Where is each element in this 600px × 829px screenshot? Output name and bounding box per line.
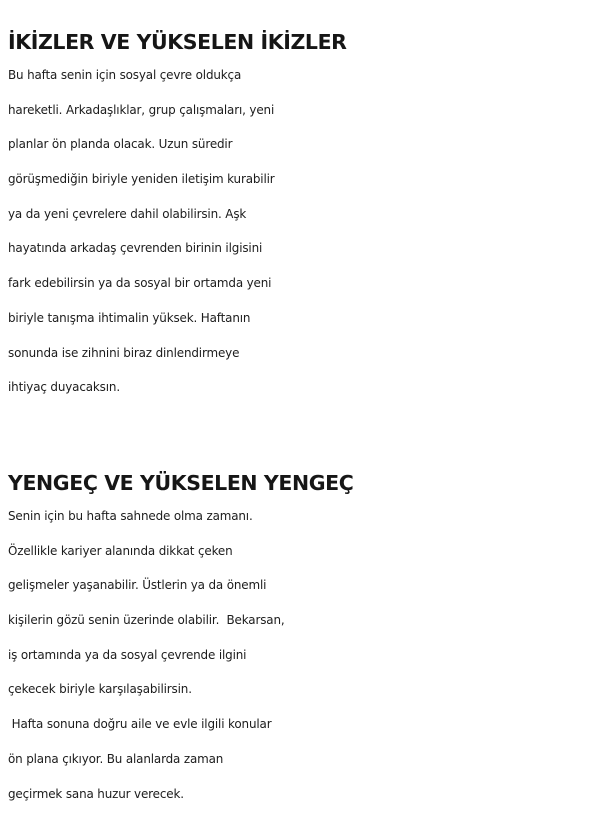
- gemini-heading: İKİZLER VE YÜKSELEN İKİZLER: [8, 30, 347, 54]
- paragraph-line: planlar ön planda olacak. Uzun süredir: [8, 137, 233, 152]
- paragraph-line: görüşmediğin biriyle yeniden iletişim kurabilir: [8, 172, 275, 187]
- paragraph-line: geçirmek sana huzur verecek.: [8, 786, 184, 801]
- paragraph-line: ön plana çıkıyor. Bu alanlarda zaman: [8, 751, 224, 766]
- paragraph-line: ya da yeni çevrelere dahil olabilirsin. Aşk: [8, 206, 247, 221]
- paragraph-line: hareketli. Arkadaşlıklar, grup çalışmaları, yeni: [8, 102, 275, 117]
- cancer-paragraph: [8, 499, 600, 811]
- paragraph-line: Senin için bu hafta sahnede olma zamanı.: [8, 509, 253, 523]
- paragraph-line: Özellikle kariyer alanında dikkat çeken: [8, 543, 233, 558]
- paragraph-line: hayatında arkadaş çevrenden birinin ilgisini: [8, 241, 263, 256]
- gemini-paragraph: [8, 58, 600, 405]
- paragraph-line: gelişmeler yaşanabilir. Üstlerin ya da önemli: [8, 578, 267, 593]
- cancer-heading: YENGEÇ VE YÜKSELEN YENGEÇ: [8, 471, 354, 495]
- paragraph-line: ihtiyaç duyacaksın.: [8, 380, 120, 395]
- paragraph-line: fark edebilirsin ya da sosyal bir ortamda yeni: [8, 276, 272, 291]
- paragraph-line: iş ortamında ya da sosyal çevrende ilgini: [8, 647, 247, 662]
- paragraph-line: kişilerin gözü senin üzerinde olabilir. Bekarsan,: [8, 613, 285, 628]
- paragraph-line: biriyle tanışma ihtimalin yüksek. Haftanın: [8, 310, 251, 325]
- paragraph-line: Bu hafta senin için sosyal çevre oldukça: [8, 68, 242, 82]
- paragraph-line: Hafta sonuna doğru aile ve evle ilgili konular: [8, 717, 272, 732]
- paragraph-line: çekecek biriyle karşılaşabilirsin.: [8, 682, 192, 697]
- paragraph-line: sonunda ise zihnini biraz dinlendirmeye: [8, 345, 240, 360]
